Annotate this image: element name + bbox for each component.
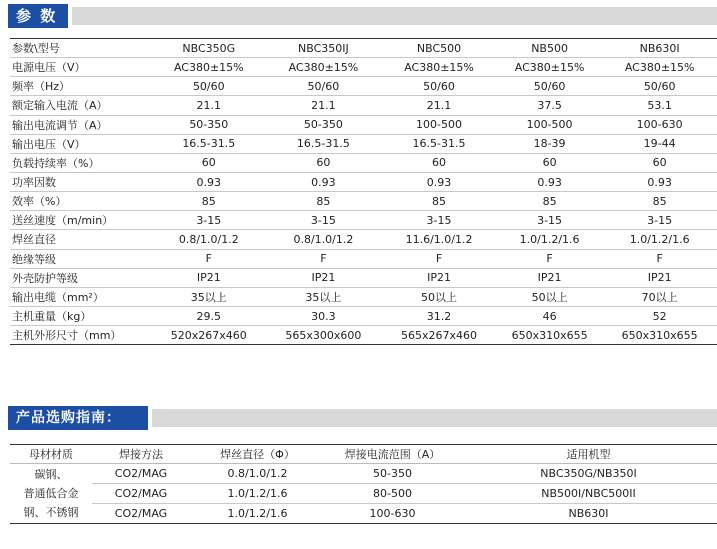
table-row	[10, 287, 717, 306]
cell-value: 0.93	[381, 172, 497, 191]
guide-row	[10, 484, 717, 504]
row-label: 负载持续率（%）	[10, 153, 152, 172]
cell-value: IP21	[602, 268, 717, 287]
row-label: 效率（%）	[10, 192, 152, 211]
table-row	[10, 326, 717, 345]
cell-value: 18-39	[497, 134, 602, 153]
row-label: 焊丝直径	[10, 230, 152, 249]
guide-header-cell: 焊接方法	[92, 445, 190, 464]
section-divider-bar	[72, 7, 717, 25]
cell-value: 21.1	[381, 96, 497, 115]
header-model: NBC500	[381, 39, 497, 58]
cell-value: AC380±15%	[381, 58, 497, 77]
cell-value: 100-500	[497, 115, 602, 134]
cell-value: 100-630	[602, 115, 717, 134]
header-model: NB630I	[602, 39, 717, 58]
cell-value: 520x267x460	[152, 326, 266, 345]
cell-value: 3-15	[152, 211, 266, 230]
cell-value: F	[381, 249, 497, 268]
cell-value: 50/60	[152, 77, 266, 96]
cell-value: 0.93	[266, 172, 382, 191]
cell-value: 1.0/1.2/1.6	[602, 230, 717, 249]
cell-value: F	[602, 249, 717, 268]
cell-value: 3-15	[602, 211, 717, 230]
section-header-guide	[0, 406, 717, 430]
table-row	[10, 306, 717, 325]
guide-row	[10, 464, 717, 484]
section-divider-bar	[152, 409, 717, 427]
guide-header-cell: 母材材质	[10, 445, 92, 464]
cell-value: IP21	[152, 268, 266, 287]
cell-value: 0.93	[602, 172, 717, 191]
cell-value: 31.2	[381, 306, 497, 325]
guide-cell: 80-500	[325, 484, 460, 504]
cell-value: AC380±15%	[152, 58, 266, 77]
cell-value: 85	[152, 192, 266, 211]
cell-value: 1.0/1.2/1.6	[497, 230, 602, 249]
cell-value: 37.5	[497, 96, 602, 115]
guide-cell: 1.0/1.2/1.6	[190, 484, 325, 504]
cell-value: 565x267x460	[381, 326, 497, 345]
guide-header-cell: 焊接电流范围（A）	[325, 445, 460, 464]
cell-value: 50以上	[381, 287, 497, 306]
guide-cell: CO2/MAG	[92, 464, 190, 484]
cell-value: 60	[381, 153, 497, 172]
cell-value: IP21	[266, 268, 382, 287]
table-row	[10, 58, 717, 77]
table-row	[10, 192, 717, 211]
cell-value: 50/60	[381, 77, 497, 96]
table-row	[10, 115, 717, 134]
row-label: 主机外形尺寸（mm）	[10, 326, 152, 345]
row-label: 电源电压（V）	[10, 58, 152, 77]
cell-value: 21.1	[152, 96, 266, 115]
cell-value: 30.3	[266, 306, 382, 325]
cell-value: 60	[602, 153, 717, 172]
guide-table	[10, 444, 717, 524]
header-param-label: 参数\型号	[10, 39, 152, 58]
cell-value: 0.93	[497, 172, 602, 191]
cell-value: 85	[497, 192, 602, 211]
material-line: 碳钢、	[34, 468, 68, 481]
table-header-row	[10, 39, 717, 58]
row-label: 功率因数	[10, 172, 152, 191]
cell-value: 565x300x600	[266, 326, 382, 345]
material-line: 钢、不锈钢	[23, 506, 79, 519]
row-label: 外壳防护等级	[10, 268, 152, 287]
guide-cell: 1.0/1.2/1.6	[190, 504, 325, 524]
section-title: 参 数	[8, 4, 68, 28]
cell-value: 50/60	[266, 77, 382, 96]
cell-value: F	[497, 249, 602, 268]
cell-value: F	[266, 249, 382, 268]
table-row	[10, 96, 717, 115]
cell-value: 70以上	[602, 287, 717, 306]
cell-value: 35以上	[266, 287, 382, 306]
table-row	[10, 211, 717, 230]
guide-cell: NB500I/NBC500II	[460, 484, 717, 504]
cell-value: F	[152, 249, 266, 268]
cell-value: 85	[602, 192, 717, 211]
row-label: 主机重量（kg）	[10, 306, 152, 325]
cell-value: 16.5-31.5	[152, 134, 266, 153]
cell-value: 50以上	[497, 287, 602, 306]
table-row	[10, 268, 717, 287]
material-cell	[10, 464, 92, 524]
section-title: 产品选购指南：	[8, 406, 148, 430]
cell-value: 0.93	[152, 172, 266, 191]
cell-value: 0.8/1.0/1.2	[266, 230, 382, 249]
cell-value: 650x310x655	[497, 326, 602, 345]
header-model: NBC350G	[152, 39, 266, 58]
header-model: NBC350IJ	[266, 39, 382, 58]
table-row	[10, 249, 717, 268]
cell-value: 50/60	[497, 77, 602, 96]
guide-cell: 0.8/1.0/1.2	[190, 464, 325, 484]
cell-value: 85	[381, 192, 497, 211]
cell-value: 3-15	[497, 211, 602, 230]
cell-value: AC380±15%	[602, 58, 717, 77]
guide-cell: 100-630	[325, 504, 460, 524]
guide-cell: 50-350	[325, 464, 460, 484]
guide-cell: NBC350G/NB350I	[460, 464, 717, 484]
cell-value: 3-15	[266, 211, 382, 230]
cell-value: 50-350	[152, 115, 266, 134]
section-header-parameters	[0, 4, 717, 28]
cell-value: 50-350	[266, 115, 382, 134]
cell-value: 100-500	[381, 115, 497, 134]
cell-value: 0.8/1.0/1.2	[152, 230, 266, 249]
cell-value: 16.5-31.5	[266, 134, 382, 153]
guide-cell: CO2/MAG	[92, 484, 190, 504]
cell-value: AC380±15%	[266, 58, 382, 77]
cell-value: AC380±15%	[497, 58, 602, 77]
guide-header-row	[10, 445, 717, 464]
guide-cell: CO2/MAG	[92, 504, 190, 524]
guide-row	[10, 504, 717, 524]
spec-table	[10, 38, 717, 345]
cell-value: 650x310x655	[602, 326, 717, 345]
row-label: 送丝速度（m/min）	[10, 211, 152, 230]
row-label: 额定输入电流（A）	[10, 96, 152, 115]
row-label: 频率（Hz）	[10, 77, 152, 96]
row-label: 输出电缆（mm²）	[10, 287, 152, 306]
cell-value: 60	[266, 153, 382, 172]
row-label: 绝缘等级	[10, 249, 152, 268]
cell-value: 21.1	[266, 96, 382, 115]
cell-value: 11.6/1.0/1.2	[381, 230, 497, 249]
cell-value: 46	[497, 306, 602, 325]
cell-value: 53.1	[602, 96, 717, 115]
table-row	[10, 230, 717, 249]
row-label: 输出电流调节（A）	[10, 115, 152, 134]
guide-cell: NB630I	[460, 504, 717, 524]
cell-value: 19-44	[602, 134, 717, 153]
cell-value: 52	[602, 306, 717, 325]
row-label: 输出电压（V）	[10, 134, 152, 153]
cell-value: 3-15	[381, 211, 497, 230]
cell-value: IP21	[381, 268, 497, 287]
table-row	[10, 153, 717, 172]
cell-value: 50/60	[602, 77, 717, 96]
table-row	[10, 77, 717, 96]
material-line: 普通低合金	[23, 487, 79, 500]
header-model: NB500	[497, 39, 602, 58]
cell-value: 35以上	[152, 287, 266, 306]
table-row	[10, 134, 717, 153]
cell-value: 29.5	[152, 306, 266, 325]
cell-value: 60	[497, 153, 602, 172]
guide-header-cell: 适用机型	[460, 445, 717, 464]
cell-value: 60	[152, 153, 266, 172]
table-row	[10, 172, 717, 191]
cell-value: IP21	[497, 268, 602, 287]
guide-header-cell: 焊丝直径（Φ）	[190, 445, 325, 464]
cell-value: 16.5-31.5	[381, 134, 497, 153]
cell-value: 85	[266, 192, 382, 211]
